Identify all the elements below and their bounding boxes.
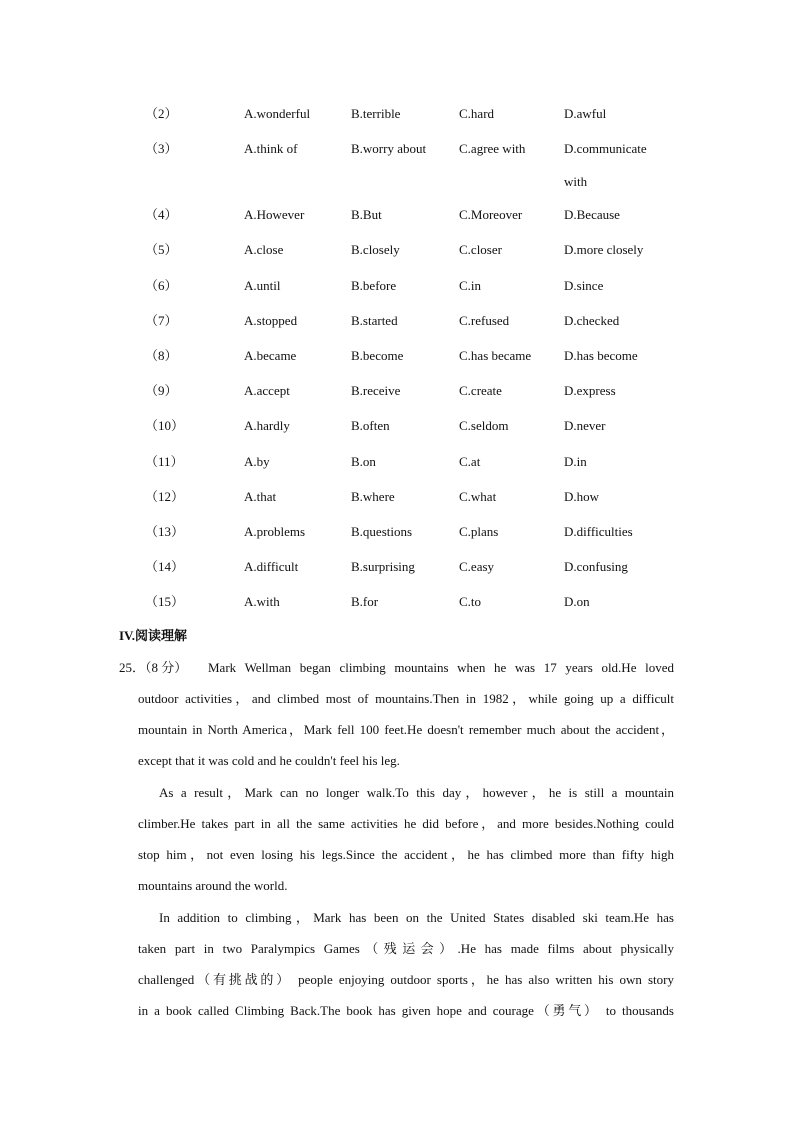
option-b: B.often xyxy=(351,418,390,433)
option-a: A.difficult xyxy=(244,559,299,574)
passage-line: except that it was cold and he couldn't feel his leg. xyxy=(138,753,400,768)
option-number: （12） xyxy=(145,489,185,504)
option-b: B.But xyxy=(351,207,382,222)
option-b: B.on xyxy=(351,454,376,469)
option-number: （10） xyxy=(145,418,185,433)
option-a: A.wonderful xyxy=(244,106,311,121)
option-row xyxy=(0,522,794,542)
option-d: D.how xyxy=(564,489,600,504)
option-row xyxy=(0,592,794,612)
option-row xyxy=(0,557,794,577)
option-c: C.easy xyxy=(459,559,495,574)
passage-line: Mark Wellman began climbing mountains when he was 17 years old.He loved xyxy=(208,660,674,675)
option-number: （3） xyxy=(145,141,178,156)
option-a: A.with xyxy=(244,594,280,609)
option-c: C.seldom xyxy=(459,418,509,433)
option-d: D.checked xyxy=(564,313,620,328)
option-c: C.refused xyxy=(459,313,510,328)
passage-line: taken part in two Paralympics Games（残运会）.He has made films about physically xyxy=(138,941,674,956)
option-a: A.close xyxy=(244,242,284,257)
passage-line: mountains around the world. xyxy=(138,878,288,893)
passage-line: challenged（有挑战的） people enjoying outdoor sports，he has also written his own story xyxy=(138,972,674,987)
option-b: B.terrible xyxy=(351,106,401,121)
option-d: D.express xyxy=(564,383,616,398)
option-d: D.confusing xyxy=(564,559,628,574)
option-b: B.surprising xyxy=(351,559,415,574)
option-a: A.think of xyxy=(244,141,298,156)
option-row xyxy=(0,381,794,401)
option-c: C.create xyxy=(459,383,502,398)
option-a: A.hardly xyxy=(244,418,290,433)
option-a: A.by xyxy=(244,454,270,469)
option-number: （4） xyxy=(145,207,178,222)
option-row xyxy=(0,276,794,296)
option-number: （15） xyxy=(145,594,185,609)
option-d: D.since xyxy=(564,278,604,293)
option-d: D.communicate xyxy=(564,141,647,156)
option-c: C.Moreover xyxy=(459,207,523,222)
option-number: （8） xyxy=(145,348,178,363)
option-a: A.problems xyxy=(244,524,306,539)
option-number: （11） xyxy=(145,454,184,469)
option-c: C.has became xyxy=(459,348,532,363)
option-c: C.what xyxy=(459,489,497,504)
section-title: IV.阅读理解 xyxy=(119,628,188,643)
option-number: （2） xyxy=(145,106,178,121)
passage-line: stop him，not even losing his legs.Since the accident，he has climbed more than fifty high xyxy=(138,847,674,862)
option-c: C.hard xyxy=(459,106,495,121)
option-b: B.started xyxy=(351,313,398,328)
option-b: B.before xyxy=(351,278,397,293)
option-c: C.at xyxy=(459,454,481,469)
option-a: A.until xyxy=(244,278,281,293)
option-a: A.became xyxy=(244,348,297,363)
option-row xyxy=(0,452,794,472)
option-d: D.in xyxy=(564,454,587,469)
option-number: （7） xyxy=(145,313,178,328)
option-number: （13） xyxy=(145,524,185,539)
option-number: （14） xyxy=(145,559,185,574)
option-b: B.closely xyxy=(351,242,400,257)
option-a: A.that xyxy=(244,489,277,504)
option-b: B.where xyxy=(351,489,395,504)
option-c: C.in xyxy=(459,278,482,293)
passage-line: In addition to climbing，Mark has been on the United States disabled ski team.He has xyxy=(159,910,674,925)
option-number: （6） xyxy=(145,278,178,293)
option-row xyxy=(0,487,794,507)
option-c: C.to xyxy=(459,594,482,609)
option-row xyxy=(0,104,794,124)
option-b: B.become xyxy=(351,348,404,363)
passage-line: outdoor activities，and climbed most of mountains.Then in 1982，while going up a difficult xyxy=(138,691,674,706)
passage-line: in a book called Climbing Back.The book has given hope and courage（勇气） to thousands xyxy=(138,1003,674,1018)
option-a: A.However xyxy=(244,207,305,222)
option-a: A.stopped xyxy=(244,313,298,328)
option-c: C.closer xyxy=(459,242,502,257)
option-c: C.plans xyxy=(459,524,499,539)
option-d: D.difficulties xyxy=(564,524,633,539)
option-number: （5） xyxy=(145,242,178,257)
option-row xyxy=(0,240,794,260)
option-b: B.questions xyxy=(351,524,413,539)
option-b: B.receive xyxy=(351,383,401,398)
option-d: D.awful xyxy=(564,106,607,121)
passage-line: mountain in North America，Mark fell 100 feet.He doesn't remember much about the accident， xyxy=(138,722,674,737)
option-d: D.has become xyxy=(564,348,638,363)
passage-line: As a result，Mark can no longer walk.To this day，however，he is still a mountain xyxy=(159,785,674,800)
option-row xyxy=(0,139,794,159)
option-b: B.for xyxy=(351,594,379,609)
option-a: A.accept xyxy=(244,383,290,398)
passage-line: climber.He takes part in all the same activities he did before，and more besides.Nothing could xyxy=(138,816,674,831)
option-d: D.on xyxy=(564,594,590,609)
option-d: D.Because xyxy=(564,207,620,222)
option-row xyxy=(0,311,794,331)
option-d-continuation: with xyxy=(564,174,588,189)
option-d: D.more closely xyxy=(564,242,644,257)
option-row xyxy=(0,416,794,436)
option-c: C.agree with xyxy=(459,141,526,156)
option-row xyxy=(0,205,794,225)
option-number: （9） xyxy=(145,383,178,398)
option-b: B.worry about xyxy=(351,141,427,156)
option-d: D.never xyxy=(564,418,606,433)
question-number: 25．（8 分） xyxy=(119,660,188,675)
option-row xyxy=(0,346,794,366)
